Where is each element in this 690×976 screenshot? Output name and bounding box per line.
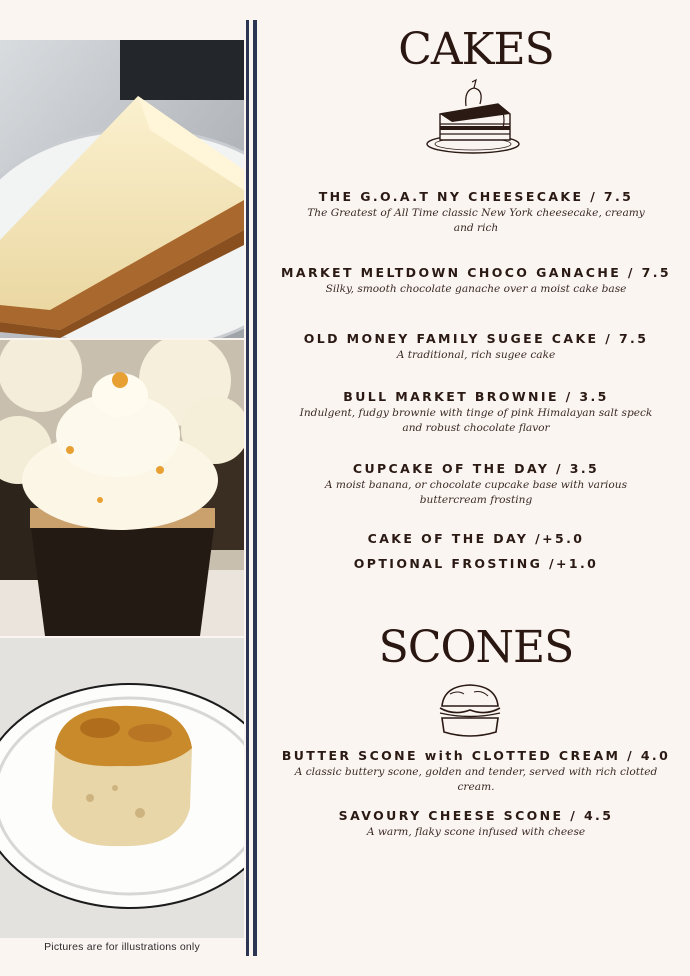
menu-item <box>262 188 690 236</box>
disclaimer-text: Pictures are for illustrations only <box>44 941 200 953</box>
cupcakes-photo <box>0 340 244 636</box>
menu-item <box>262 747 690 795</box>
menu-item-description: A moist banana, or chocolate cupcake base with various buttercream frosting <box>324 479 628 506</box>
column-divider <box>246 20 249 956</box>
menu-item <box>262 460 690 508</box>
menu-item <box>262 264 690 297</box>
menu-item-description: A classic buttery scone, golden and tender, served with rich clotted cream. <box>294 766 658 793</box>
menu-item <box>262 807 690 840</box>
menu-item-name: CAKE OF THE DAY /+5.0 <box>367 531 585 546</box>
scone-sandwich-icon <box>434 680 506 742</box>
menu-item-name: CUPCAKE OF THE DAY / 3.5 <box>352 461 600 476</box>
cake-slice-icon <box>418 78 528 158</box>
menu-item-description: A traditional, rich sugee cake <box>396 349 556 361</box>
scone-photo <box>0 638 244 938</box>
menu-item-name: BULL MARKET BROWNIE / 3.5 <box>343 389 609 404</box>
menu-item <box>262 555 690 573</box>
menu-item-description: Silky, smooth chocolate ganache over a moist cake base <box>325 283 627 295</box>
menu-item <box>262 530 690 548</box>
menu-item-name: OPTIONAL FROSTING /+1.0 <box>353 556 599 571</box>
menu-item <box>262 388 690 436</box>
menu-item-name: SAVOURY CHEESE SCONE / 4.5 <box>338 808 614 823</box>
menu-item-description: A warm, flaky scone infused with cheese <box>366 826 586 838</box>
menu-item <box>262 330 690 363</box>
menu-item-description: Indulgent, fudgy brownie with tinge of pink Himalayan salt speck and robust chocolate flavor <box>299 407 653 434</box>
scones-heading: SCONES <box>378 622 574 673</box>
cheesecake-photo <box>0 40 244 338</box>
column-divider <box>253 20 257 956</box>
menu-item-name: THE G.O.A.T NY CHEESECAKE / 7.5 <box>318 189 634 204</box>
menu-item-description: The Greatest of All Time classic New York cheesecake, creamy and rich <box>307 207 645 234</box>
menu-item-name: OLD MONEY FAMILY SUGEE CAKE / 7.5 <box>303 331 649 346</box>
cakes-heading: CAKES <box>398 24 554 75</box>
menu-item-name: BUTTER SCONE with CLOTTED CREAM / 4.0 <box>281 748 671 763</box>
menu-item-name: MARKET MELTDOWN CHOCO GANACHE / 7.5 <box>281 265 671 280</box>
